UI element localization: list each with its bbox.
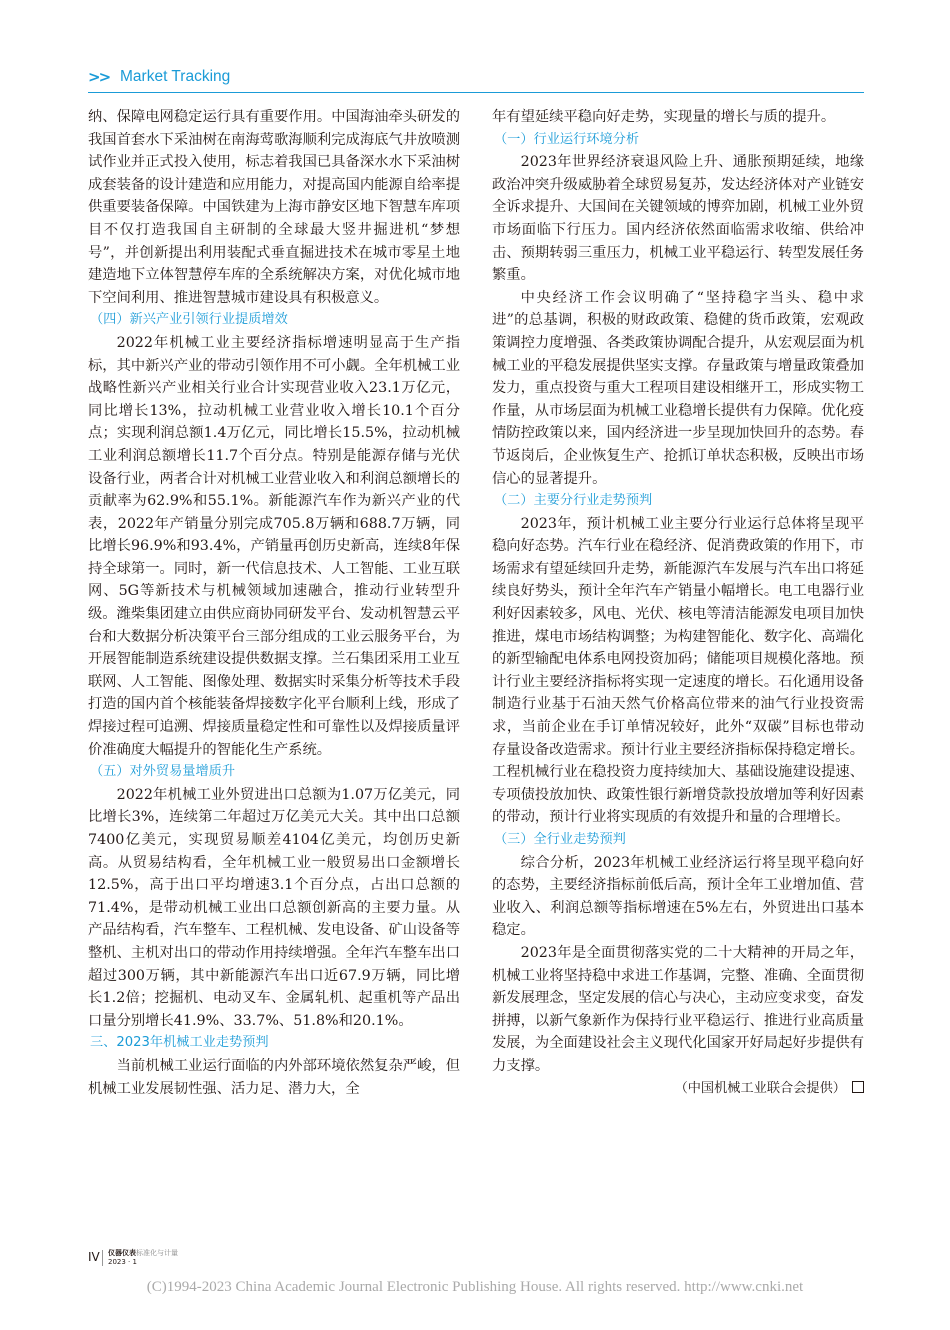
subheading: （一）行业运行环境分析 xyxy=(494,131,640,147)
left-column xyxy=(88,106,460,1100)
section-header xyxy=(88,66,864,93)
paragraph: 2023年，预计机械工业主要分行业运行总体将呈现平稳向好态势。汽车行业在稳经济、促消费政策的作用下，市场需求有望延续回升走势，新能源汽车发展与汽车出口将延续良好势头，预计全年汽车产销量小幅增长。电工电器行业利好因素较多，风电、光伏、核电等清洁能源发电项目加快推进，煤电市场结构调整；为构建智能化、数字化、高端化的新型输配电体系电网投资加码；储能项目规模化落地。预计行业主要经济指标将实现一定速度的增长。石化通用设备制造行业基于石油天然气价格高位带来的油气行业投资需求，当前企业在手订单情况较好，此外“双碳”目标也带动存量设备改造需求。预计行业主要经济指标保持稳定增长。工程机械行业在稳投资力度持续加大、基础设施建设提速、专项债投放加快、政策性银行新增贷款投放增加等利好因素的带动，预计行业将实现质的有效提升和量的合理增长。 xyxy=(492,515,864,826)
copyright-line: (C)1994-2023 China Academic Journal Electronic Publishing House. All rights reserved. http://www.cnki.net xyxy=(146,1279,804,1295)
right-column xyxy=(492,106,864,1100)
page-number: IV xyxy=(88,1250,100,1264)
paragraph: 2023年是全面贯彻落实党的二十大精神的开局之年，机械工业将坚持稳中求进工作基调，完整、准确、全面贯彻新发展理念，坚定发展的信心与决心，主动应变求变，奋发拼搏，以新气象新作为保持行业平稳运行、推进行业高质量发展，为全面建设社会主义现代化国家开好局起好步提供有力支撑。 xyxy=(492,944,864,1074)
subheading: （二）主要分行业走势预判 xyxy=(494,493,653,509)
double-chevron-icon: >> xyxy=(88,68,110,86)
footer-divider xyxy=(102,1250,103,1266)
paragraph: 综合分析，2023年机械工业经济运行将呈现平稳向好的态势，主要经济指标前低后高，预计全年工业增加值、营业收入、利润总额等指标增速在5%左右，外贸进出口基本稳定。 xyxy=(492,854,864,939)
paragraph: 中央经济工作会议明确了“坚持稳字当头、稳中求进”的总基调，积极的财政政策、稳健的货币政策，宏观政策调控力度增强、各类政策协调配合提升，从宏观层面为机械工业的平稳发展提供坚实支撑。存量政策与增量政策叠加发力，重点投资与重大工程项目建设相继开工，形成实物工作量，从市场层面为机械工业稳增长提供有力保障。优化疫情防控政策以来，国内经济进一步呈现加快回升的态势。春节返岗后，企业恢复生产、抢抓订单状态积极，反映出市场信心的显著提升。 xyxy=(492,289,864,487)
paragraph: 2022年机械工业外贸进出口总额为1.07万亿美元，同比增长3%，连续第二年超过万亿美元大关。其中出口总额7400亿美元，实现贸易顺差4104亿美元，均创历史新高。从贸易结构看，全年机械工业一般贸易出口金额增长12.5%，高于出口平均增速3.1个百分点，占出口总额的71.4%，是带动机械工业出口总额创新高的主要力量。从产品结构看，汽车整车、工程机械、发电设备、矿山设备等整机、主机对出口的带动作用持续增强。全年汽车整车出口超过300万辆，其中新能源汽车出口近67.9万辆，同比增长1.2倍；挖掘机、电动叉车、金属轧机、起重机等产品出口量分别增长41.9%、33.7%、51.8%和20.1%。 xyxy=(88,786,460,1029)
journal-title: 仪器仪表 xyxy=(108,1249,136,1257)
journal-subtitle: 标准化与计量 xyxy=(136,1249,178,1257)
issue-number: 2023 · 1 xyxy=(108,1258,137,1266)
source-credit xyxy=(492,1078,864,1101)
subheading: （四）新兴产业引领行业提质增效 xyxy=(90,312,288,328)
section-label: Market Tracking xyxy=(120,68,231,85)
paragraph: 纳、保障电网稳定运行具有重要作用。中国海油牵头研发的我国首套水下采油树在南海莺歌海顺利完成海底气井放喷测试作业并正式投入使用，标志着我国已具备深水水下采油树成套装备的设计建造和应用能力，对提高国内能源自给率提供重要装备保障。中国铁建为上海市静安区地下智慧车库项目不仅打造我国自主研制的全球最大竖井掘进机“梦想号”，并创新提出利用装配式垂直掘进技术在城市零星土地建造地下立体智慧停车库的全系统解决方案，对优化城市地下空间利用、推进智慧城市建设具有积极意义。 xyxy=(88,109,460,306)
journal-name xyxy=(108,1248,178,1258)
paragraph: 2022年机械工业主要经济指标增速明显高于生产指标，其中新兴产业的带动引领作用不可小觑。全年机械工业战略性新兴产业相关行业合计实现营业收入23.1万亿元，同比增长13%，拉动机械工业营业收入增长10.1个百分点；实现利润总额1.4万亿元，同比增长15.5%，拉动机械工业利润总额增长11.7个百分点。特别是能源存储与光伏设备行业，两者合计对机械工业营业收入和利润总额增长的贡献率为62.9%和55.1%。新能源汽车作为新兴产业的代表，2022年产销量分别完成705.8万辆和688.7万辆，同比增长96.9%和93.4%，产销量再创历史新高，连续8年保持全球第一。同时，新一代信息技术、人工智能、工业互联网、5G等新技术与机械领域加速融合，推动行业转型升级。潍柴集团建立由供应商协同研发平台、发动机智慧云平台和大数据分析决策平台三部分组成的工业云服务平台，为开展智能制造系统建设提供数据支撑。兰石集团采用工业互联网、人工智能、图像处理、数据实时采集分析等技术手段打造的国内首个核能装备焊接数字化平台顺利上线，形成了焊接过程可追溯、焊接质量稳定性和可靠性以及焊接质量评价准确度大幅提升的智能化生产系统。 xyxy=(88,334,460,758)
paragraph: 当前机械工业运行面临的内外部环境依然复杂严峻，但机械工业发展韧性强、活力足、潜力大，全 xyxy=(88,1057,460,1097)
subheading: （三）全行业走势预判 xyxy=(494,832,626,847)
section-heading: 三、2023年机械工业走势预判 xyxy=(90,1035,269,1051)
end-mark-icon xyxy=(852,1081,864,1093)
credit-text: （中国机械工业联合会提供） xyxy=(674,1080,846,1096)
paragraph: 年有望延续平稳向好走势，实现量的增长与质的提升。 xyxy=(492,109,836,125)
subheading: （五）对外贸易量增质升 xyxy=(90,764,236,780)
paragraph: 2023年世界经济衰退风险上升、通胀预期延续，地缘政治冲突升级威胁着全球贸易复苏，发达经济体对产业链安全诉求提升、大国间在关键领域的博弈加剧，机械工业外贸市场面临下行压力。国内经济依然面临需求收缩、供给冲击、预期转弱三重压力，机械工业平稳运行、转型发展任务繁重。 xyxy=(492,154,864,284)
